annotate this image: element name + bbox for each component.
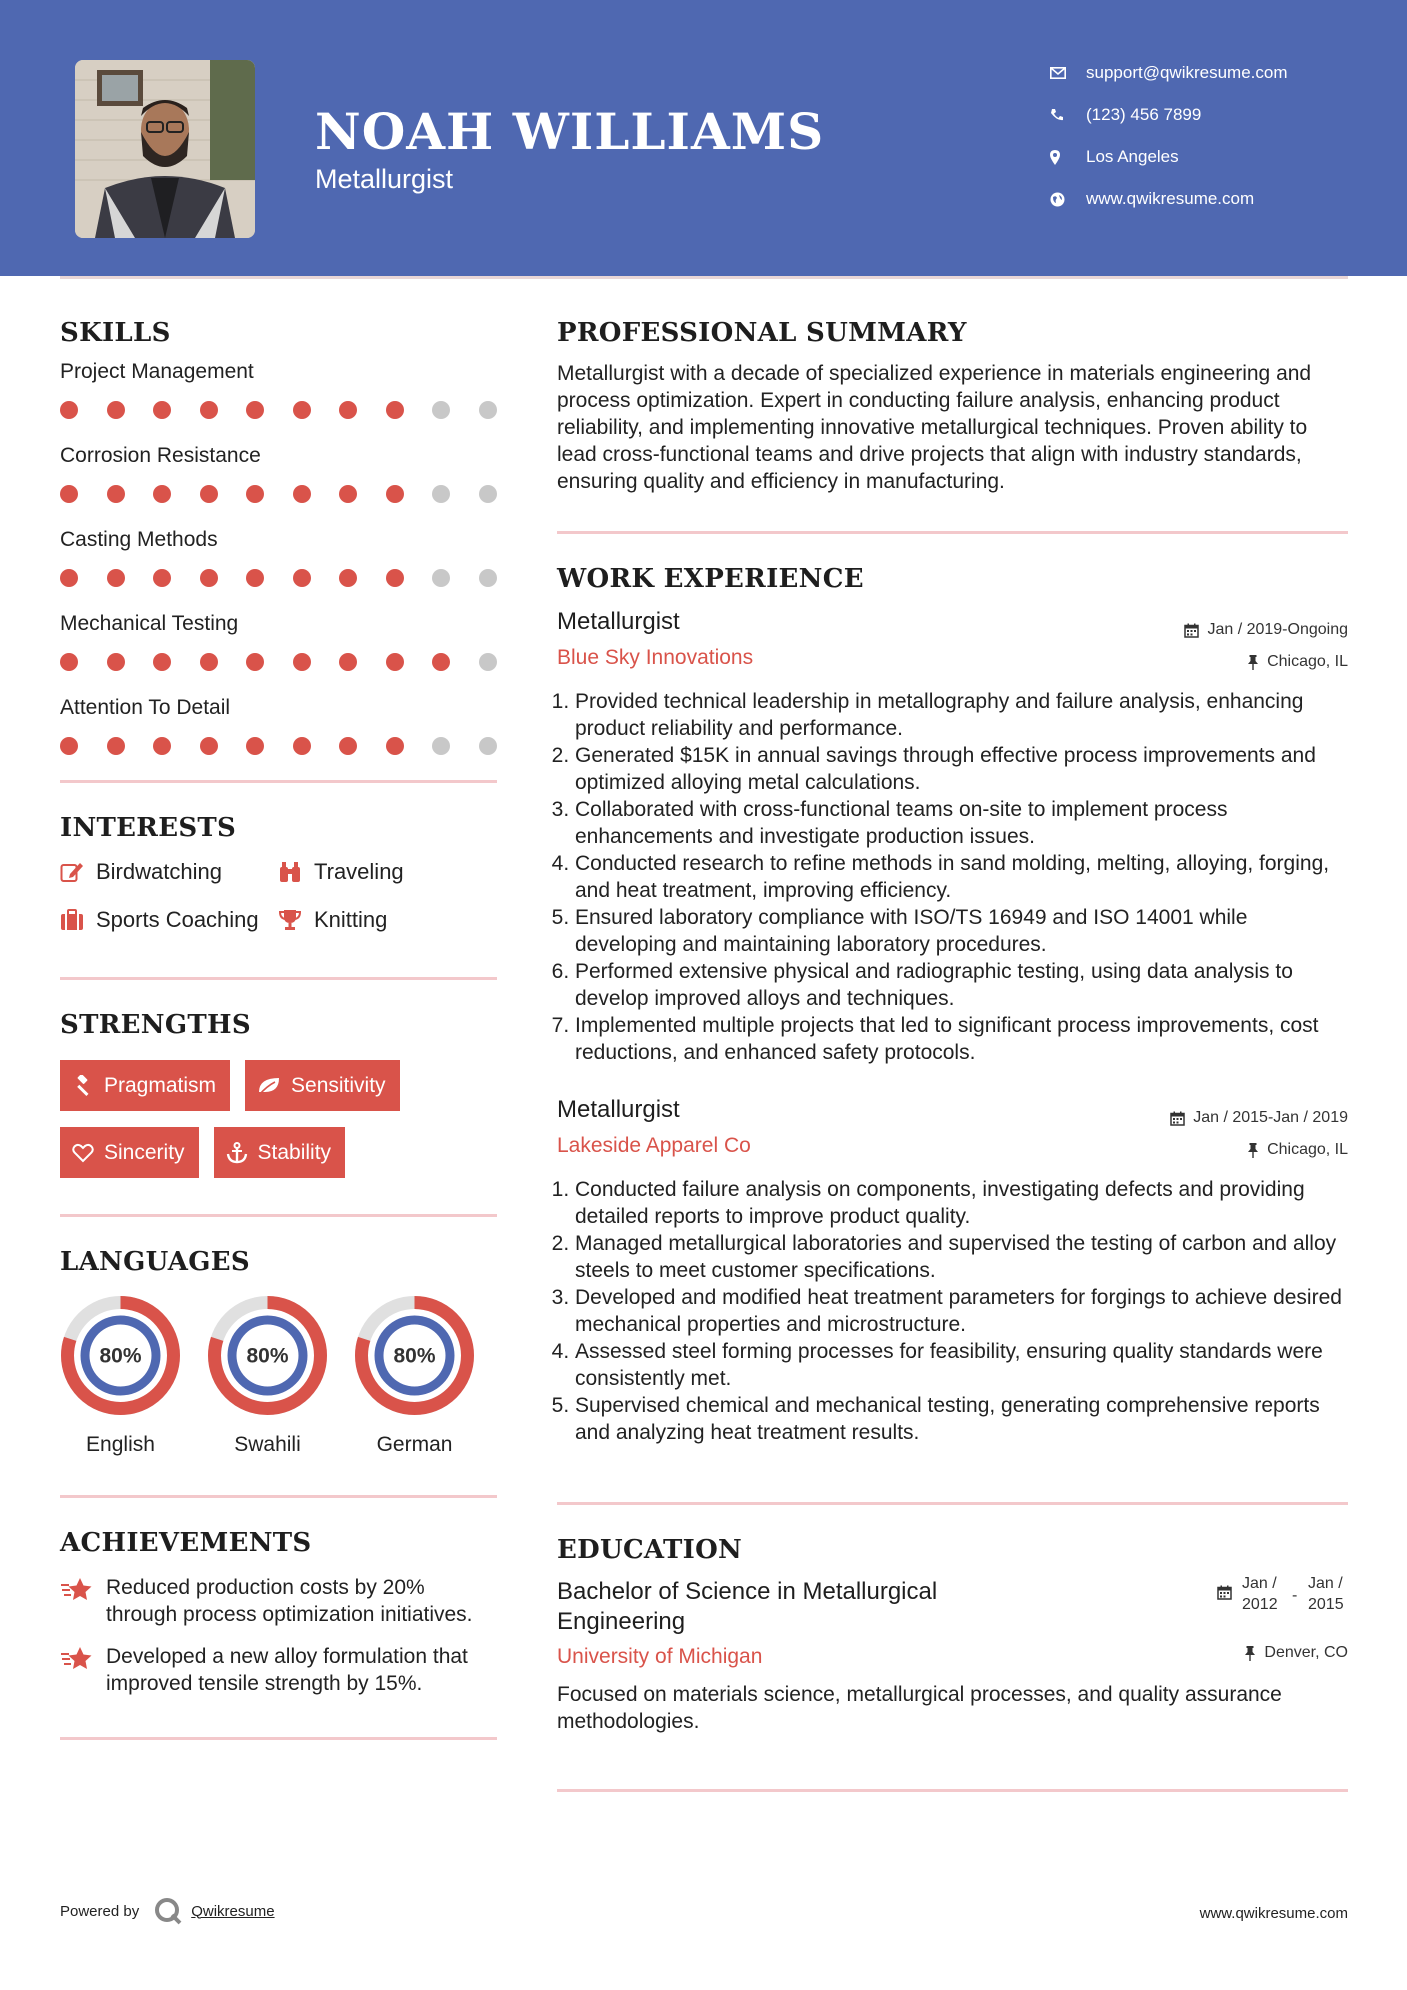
section-divider [557, 531, 1348, 534]
rating-dot [246, 737, 264, 755]
languages-list [60, 1295, 497, 1457]
rating-dot [293, 401, 311, 419]
rating-dot [200, 485, 218, 503]
rating-dot [293, 653, 311, 671]
rating-dot [432, 737, 450, 755]
calendar-icon [1184, 623, 1199, 638]
location-pin-icon [1050, 150, 1086, 165]
job-meta [1170, 1102, 1348, 1166]
rating-dot [107, 737, 125, 755]
skill-item [60, 528, 497, 602]
strength-label: Pragmatism [104, 1073, 217, 1097]
job-bullet: 1. Conducted failure analysis on components, investigating defects and providing detailed reports to improve product quality. [575, 1176, 1348, 1230]
footer-website[interactable]: www.qwikresume.com [1199, 1905, 1348, 1922]
summary-section [557, 318, 1348, 495]
rating-dot [200, 401, 218, 419]
education-description: Focused on materials science, metallurgical processes, and quality assurance methodologies. [557, 1683, 1282, 1733]
language-name: English [86, 1433, 155, 1456]
language-proficiency-ring [60, 1295, 181, 1416]
interest-label: Knitting [314, 907, 388, 932]
skill-rating [60, 722, 497, 770]
education-date-start: Jan / 2012 [1242, 1575, 1278, 1613]
language-name: Swahili [234, 1433, 301, 1456]
language-percent-label: 80% [99, 1344, 142, 1368]
candidate-name: NOAH WILLIAMS [315, 102, 825, 161]
section-divider [557, 1789, 1348, 1792]
heart-icon [72, 1143, 94, 1163]
languages-title: LANGUAGES [60, 1247, 250, 1277]
pushpin-icon [1247, 1143, 1259, 1158]
rating-dot [153, 737, 171, 755]
education-degree: Bachelor of Science in Metallurgical Engineering [557, 1578, 938, 1635]
contact-website-text: www.qwikresume.com [1086, 189, 1255, 208]
experience-section [557, 564, 1348, 1446]
language-percent-label: 80% [246, 1344, 289, 1368]
contact-phone-text: (123) 456 7899 [1086, 105, 1202, 124]
candidate-role: Metallurgist [315, 164, 454, 194]
skill-item [60, 696, 497, 770]
skill-name: Casting Methods [60, 528, 218, 551]
interests-section [60, 813, 497, 933]
strengths-section [60, 1010, 497, 1178]
achievements-title: ACHIEVEMENTS [60, 1528, 312, 1558]
star-award-icon [60, 1576, 94, 1604]
leaf-icon [257, 1076, 281, 1096]
job-company: Blue Sky Innovations [557, 646, 754, 669]
job-title: Metallurgist [557, 608, 680, 635]
job-bullet: 4. Assessed steel forming processes for feasibility, ensuring quality standards were consistently met. [575, 1338, 1348, 1392]
job-date-text: Jan / 2015-Jan / 2019 [1193, 1109, 1348, 1126]
briefcase-icon [60, 909, 84, 931]
calendar-icon [1170, 1111, 1185, 1126]
contact-location [1050, 136, 1288, 178]
strengths-list [60, 1060, 497, 1178]
job-bullet: 4. Conducted research to refine methods in sand molding, melting, alloying, forging, and heat treatment, improving efficiency. [575, 850, 1348, 904]
strength-label: Stability [257, 1140, 332, 1164]
education-school: University of Michigan [557, 1645, 763, 1668]
right-column [557, 318, 1348, 1792]
language-item [354, 1295, 475, 1457]
rating-dot [60, 569, 78, 587]
job-title: Metallurgist [557, 1096, 680, 1123]
strength-tag [60, 1127, 199, 1178]
footer-powered-by [60, 1896, 275, 1926]
rating-dot [432, 485, 450, 503]
skill-rating [60, 554, 497, 602]
contact-email[interactable] [1050, 52, 1288, 94]
job-location-text: Chicago, IL [1267, 653, 1348, 670]
section-divider [60, 977, 497, 980]
header-divider [60, 276, 1348, 279]
binoculars-icon [278, 861, 302, 883]
skill-name: Mechanical Testing [60, 612, 239, 635]
language-percent-label: 80% [393, 1344, 436, 1368]
job-bullet: 7. Implemented multiple projects that led to significant process improvements, cost reductions, and enhanced safety protocols. [575, 1012, 1348, 1066]
education-location [1217, 1637, 1348, 1669]
rating-dot [386, 653, 404, 671]
interest-item [60, 859, 278, 885]
job-bullet: 1. Provided technical leadership in metallography and failure analysis, enhancing product reliability and performance. [575, 688, 1348, 742]
skill-name: Attention To Detail [60, 696, 231, 719]
gavel-icon [72, 1075, 94, 1097]
rating-dot [432, 401, 450, 419]
rating-dot [60, 401, 78, 419]
envelope-icon [1050, 67, 1086, 79]
rating-dot [339, 401, 357, 419]
rating-dot [200, 737, 218, 755]
rating-dot [246, 485, 264, 503]
rating-dot [60, 737, 78, 755]
job-bullet: 2. Generated $15K in annual savings through effective process improvements and optimized alloying metal calculations. [575, 742, 1348, 796]
rating-dot [153, 485, 171, 503]
strength-tag [214, 1127, 346, 1178]
rating-dot [246, 653, 264, 671]
skills-list [60, 360, 497, 770]
pushpin-icon [1247, 655, 1259, 670]
rating-dot [432, 653, 450, 671]
contact-website[interactable] [1050, 178, 1288, 220]
interest-label: Traveling [314, 859, 404, 884]
interest-item [60, 907, 278, 933]
job-bullet: 3. Developed and modified heat treatment parameters for forgings to achieve desired mechanical properties and microstructure. [575, 1284, 1348, 1338]
rating-dot [107, 569, 125, 587]
job-entry [557, 608, 1348, 1066]
job-date-text: Jan / 2019-Ongoing [1207, 621, 1348, 638]
rating-dot [432, 569, 450, 587]
education-title: EDUCATION [557, 1535, 743, 1565]
powered-by-text: Powered by [60, 1902, 140, 1920]
skill-name: Project Management [60, 360, 254, 383]
contact-list [1050, 52, 1288, 220]
rating-dot [339, 737, 357, 755]
resume-header [0, 0, 1407, 276]
section-divider [557, 1502, 1348, 1505]
rating-dot [107, 401, 125, 419]
qwikresume-link[interactable]: Qwikresume [191, 1902, 275, 1920]
rating-dot [60, 653, 78, 671]
strength-label: Sensitivity [291, 1073, 386, 1097]
job-bullet: 2. Managed metallurgical laboratories and supervised the testing of carbon and alloy steels to meet customer specifications. [575, 1230, 1348, 1284]
strengths-title: STRENGTHS [60, 1010, 251, 1040]
rating-dot [386, 485, 404, 503]
experience-title: WORK EXPERIENCE [557, 564, 864, 594]
job-meta [1184, 614, 1348, 678]
skill-rating [60, 638, 497, 686]
interests-list [60, 859, 497, 933]
rating-dot [153, 401, 171, 419]
rating-dot [339, 653, 357, 671]
trophy-icon [278, 909, 302, 931]
rating-dot [293, 485, 311, 503]
contact-location-text: Los Angeles [1086, 147, 1179, 166]
language-proficiency-ring [207, 1295, 328, 1416]
language-proficiency-ring [354, 1295, 475, 1416]
job-location-text: Chicago, IL [1267, 1141, 1348, 1158]
job-date [1170, 1102, 1348, 1134]
interest-label: Sports Coaching [96, 907, 259, 932]
achievement-item [60, 1643, 497, 1697]
education-date [1217, 1573, 1348, 1615]
section-divider [60, 1495, 497, 1498]
person-photo-illustration [75, 60, 255, 238]
achievements-section [60, 1528, 497, 1697]
job-location [1170, 1134, 1348, 1166]
job-bullet: 3. Collaborated with cross-functional teams on-site to implement process enhancements and investigate production issues. [575, 796, 1348, 850]
skills-section [60, 318, 497, 770]
left-column [60, 318, 497, 1740]
rating-dot [153, 569, 171, 587]
rating-dot [107, 485, 125, 503]
education-section [557, 1535, 1348, 1735]
rating-dot [386, 401, 404, 419]
interest-item [278, 907, 478, 933]
rating-dot [339, 485, 357, 503]
interest-item [278, 859, 478, 885]
rating-dot [293, 737, 311, 755]
interests-title: INTERESTS [60, 813, 237, 843]
job-bullets [557, 688, 1348, 1066]
rating-dot [107, 653, 125, 671]
star-award-icon [60, 1645, 94, 1673]
contact-phone[interactable] [1050, 94, 1288, 136]
language-item [60, 1295, 181, 1457]
rating-dot [479, 485, 497, 503]
languages-section [60, 1247, 497, 1457]
rating-dot [153, 653, 171, 671]
skill-item [60, 444, 497, 518]
strength-tag [245, 1060, 400, 1111]
job-bullet: 6. Performed extensive physical and radiographic testing, using data analysis to develop improved alloys and techniques. [575, 958, 1348, 1012]
language-item [207, 1295, 328, 1457]
pushpin-icon [1244, 1646, 1256, 1661]
phone-icon [1050, 108, 1086, 122]
job-entry [557, 1096, 1348, 1446]
job-date [1184, 614, 1348, 646]
globe-icon [1050, 192, 1086, 207]
achievement-item [60, 1574, 497, 1628]
education-date-separator: - [1292, 1587, 1298, 1604]
rating-dot [246, 569, 264, 587]
skill-item [60, 360, 497, 434]
education-location-text: Denver, CO [1264, 1644, 1348, 1661]
education-date-end: Jan / 2015 [1308, 1575, 1344, 1613]
rating-dot [200, 569, 218, 587]
anchor-icon [226, 1142, 248, 1164]
rating-dot [479, 569, 497, 587]
achievement-text: Reduced production costs by 20% through process optimization initiatives. [106, 1576, 473, 1626]
section-divider [60, 780, 497, 783]
rating-dot [479, 737, 497, 755]
rating-dot [386, 569, 404, 587]
qwikresume-logo-icon [153, 1896, 183, 1926]
interest-label: Birdwatching [96, 859, 222, 884]
skill-rating [60, 386, 497, 434]
strength-tag [60, 1060, 230, 1111]
summary-text: Metallurgist with a decade of specialized experience in materials engineering and process optimization. Expert in conducting failure analysis, enhancing product reliability, and implementing innovative metallurgical techniques. Proven ability to lead cross-functional teams and drive projects that align with industry standards, ensuring quality and efficiency in manufacturing. [557, 362, 1312, 493]
language-name: German [376, 1433, 453, 1456]
skill-rating [60, 470, 497, 518]
job-bullets [557, 1176, 1348, 1446]
rating-dot [200, 653, 218, 671]
strength-label: Sincerity [104, 1140, 185, 1164]
skill-name: Corrosion Resistance [60, 444, 261, 467]
rating-dot [339, 569, 357, 587]
rating-dot [479, 653, 497, 671]
contact-email-text: support@qwikresume.com [1086, 63, 1288, 82]
profile-photo [75, 60, 255, 238]
skill-item [60, 612, 497, 686]
calendar-icon [1217, 1585, 1232, 1600]
achievement-text: Developed a new alloy formulation that improved tensile strength by 15%. [106, 1645, 468, 1695]
section-divider [60, 1214, 497, 1217]
section-divider [60, 1737, 497, 1740]
job-bullet: 5. Ensured laboratory compliance with ISO/TS 16949 and ISO 14001 while developing and maintaining laboratory procedures. [575, 904, 1348, 958]
education-meta [1217, 1573, 1348, 1669]
rating-dot [60, 485, 78, 503]
skills-title: SKILLS [60, 318, 171, 348]
edit-icon [60, 861, 84, 883]
job-location [1184, 646, 1348, 678]
job-bullet: 5. Supervised chemical and mechanical testing, generating comprehensive reports and analyzing heat treatment results. [575, 1392, 1348, 1446]
rating-dot [386, 737, 404, 755]
rating-dot [293, 569, 311, 587]
rating-dot [479, 401, 497, 419]
job-company: Lakeside Apparel Co [557, 1134, 751, 1157]
summary-title: PROFESSIONAL SUMMARY [557, 318, 967, 348]
rating-dot [246, 401, 264, 419]
